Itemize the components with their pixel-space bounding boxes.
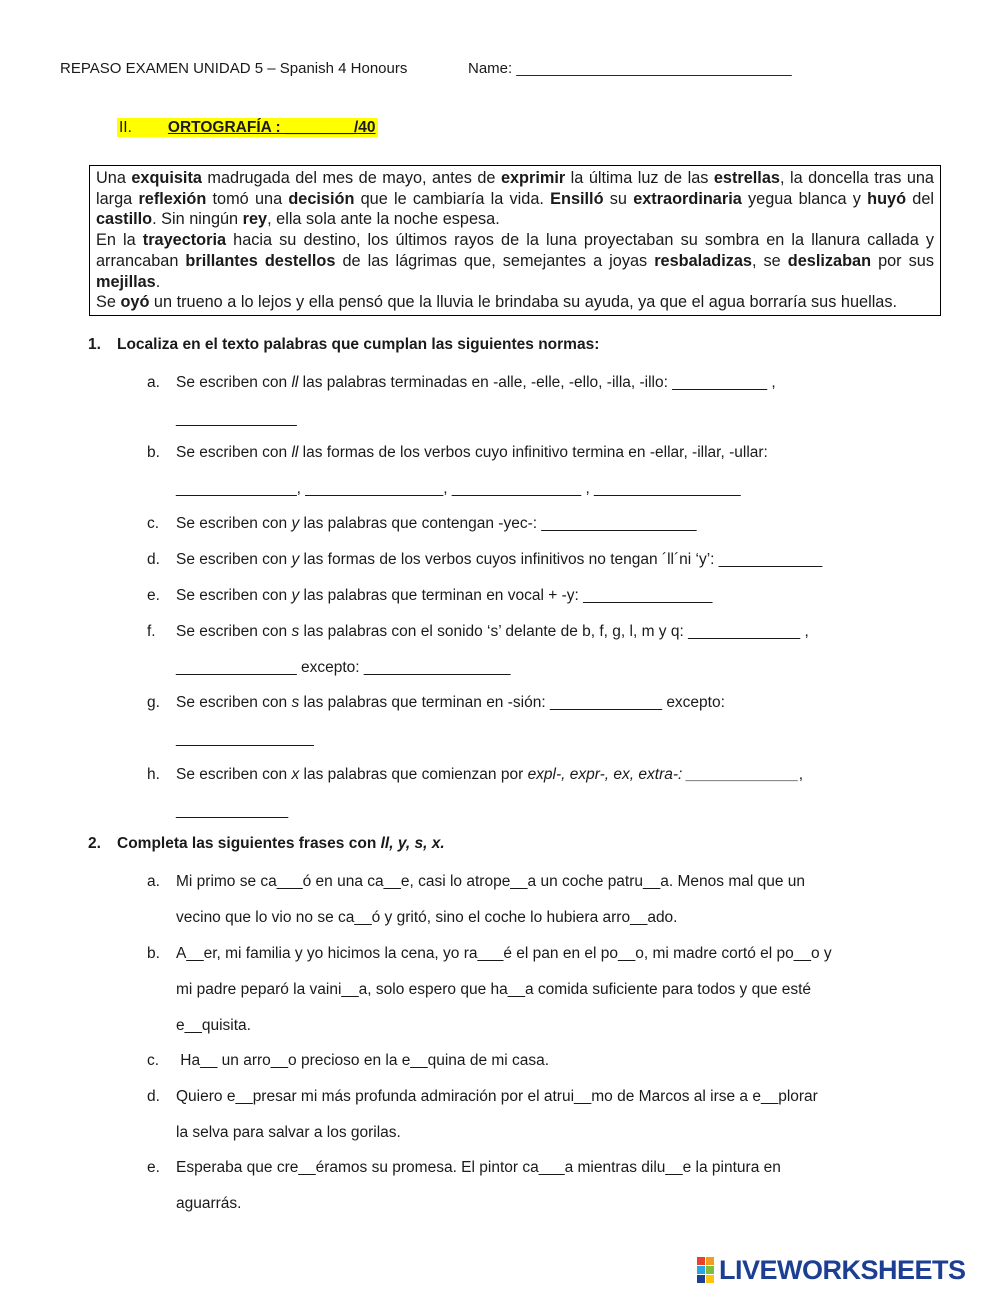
item-rule-line	[176, 578, 937, 614]
item-rule-line	[176, 506, 937, 542]
question-1-item	[147, 685, 937, 757]
item-text: ,	[798, 766, 804, 783]
worksheet-header	[60, 60, 792, 77]
question-1-item	[147, 542, 937, 578]
highlighted-word: huyó	[867, 189, 907, 208]
question-1-item	[147, 614, 937, 686]
question-2-text: Completa las siguientes frases con	[117, 835, 381, 852]
question-1-title	[88, 336, 599, 354]
item-text: s	[291, 694, 300, 711]
item-letter: d.	[147, 551, 160, 568]
question-1-item	[147, 365, 937, 437]
question-1-item	[147, 578, 937, 614]
highlighted-word: decisión	[288, 189, 355, 208]
highlighted-word: deslizaban	[787, 251, 872, 270]
reading-passage-box	[89, 165, 941, 316]
item-text: las formas de los verbos cuyo infinitivo termina en -ellar, -illar, -ullar:	[298, 444, 768, 461]
item-text: Se escriben con	[176, 694, 292, 711]
passage-text: Se	[96, 293, 121, 312]
item-text: Se escriben con	[176, 623, 292, 640]
item-rule-line	[176, 614, 937, 650]
item-content	[176, 365, 937, 437]
question-2-item	[147, 864, 937, 936]
item-text: las palabras que terminan en -sión: _____________ excepto:	[299, 694, 725, 711]
item-rule-line	[176, 685, 937, 721]
answer-blanks[interactable]: ________________	[176, 730, 314, 747]
highlighted-word: Ensilló	[550, 189, 604, 208]
item-rule-line	[176, 542, 937, 578]
item-text: Se escriben con	[176, 766, 292, 783]
section-number: II.	[119, 119, 132, 136]
highlighted-word: brillantes destellos	[185, 251, 336, 270]
question-2-number: 2.	[88, 835, 101, 852]
passage-text: Una	[96, 169, 132, 187]
logo-blocks-icon	[697, 1257, 714, 1283]
passage-text: . Sin ningún	[152, 210, 243, 229]
passage-paragraph	[96, 168, 934, 230]
highlighted-word: extraordinaria	[633, 189, 742, 208]
item-rule-line	[176, 435, 937, 471]
fill-in-sentence[interactable]: mi padre peparó la vaini__a, solo espero que ha__a comida suficiente para todos y que esté	[176, 981, 812, 998]
passage-text: por sus	[871, 251, 934, 270]
logo-block	[706, 1275, 714, 1283]
logo-block	[697, 1275, 705, 1283]
liveworksheets-logo	[697, 1256, 966, 1284]
passage-text: un trueno a lo lejos y ella pensó que la lluvia le brindaba su ayuda, ya que el agua borraría sus huellas.	[149, 293, 898, 312]
item-text: Se escriben con	[176, 587, 292, 604]
fill-in-sentence[interactable]: Mi primo se ca___ó en una ca__e, casi lo atrope__a un coche patru__a. Menos mal que un	[176, 873, 806, 890]
passage-text: la última luz de las	[565, 169, 714, 187]
section-title: ORTOGRAFÍA : ________/40	[167, 119, 376, 136]
logo-block	[697, 1257, 705, 1265]
item-text: Se escriben con	[176, 515, 292, 532]
passage-paragraph	[96, 292, 934, 313]
highlighted-word: castillo	[96, 210, 153, 229]
item-letter: d.	[147, 1088, 160, 1105]
question-2-letters: ll, y, s, x.	[380, 835, 445, 852]
item-content	[176, 757, 937, 829]
question-2-item	[147, 1079, 937, 1151]
fill-in-sentence[interactable]: la selva para salvar a los gorilas.	[176, 1124, 401, 1141]
fill-in-sentence[interactable]: aguarrás.	[176, 1195, 242, 1212]
item-letter: c.	[147, 515, 160, 532]
highlighted-word: resbaladizas	[654, 251, 752, 270]
item-text: x	[291, 766, 300, 783]
section-heading	[117, 119, 378, 137]
item-letter: b.	[147, 444, 160, 461]
passage-text: yegua blanca y	[741, 189, 868, 208]
item-letter: b.	[147, 945, 160, 962]
item-text: y	[291, 515, 300, 532]
name-field-label: Name: _________________________________	[468, 60, 792, 77]
question-1-text: Localiza en el texto palabras que cumplan las siguientes normas:	[117, 336, 600, 353]
passage-text: que le cambiaría la vida.	[354, 189, 551, 208]
highlighted-word: estrellas	[713, 169, 780, 187]
item-letter: c.	[147, 1052, 160, 1069]
item-content	[176, 506, 937, 542]
item-letter: e.	[147, 1159, 160, 1176]
logo-block	[706, 1257, 714, 1265]
item-letter: f.	[147, 623, 156, 640]
item-content	[176, 1079, 937, 1151]
fill-in-sentence[interactable]: Esperaba que cre__éramos su promesa. El pintor ca___a mientras dilu__e la pintura en	[176, 1159, 781, 1176]
passage-text: del	[906, 189, 934, 208]
logo-wordmark: LIVEWORKSHEETS	[719, 1254, 966, 1285]
item-text: las palabras con el sonido ‘s’ delante de b, f, g, l, m y q: _____________ ,	[299, 623, 809, 640]
item-letter: e.	[147, 587, 160, 604]
item-text: y	[291, 551, 300, 568]
item-content	[176, 435, 937, 507]
item-letter: h.	[147, 766, 160, 783]
item-content	[176, 614, 937, 686]
item-text: las palabras que terminan en vocal + -y: _______________	[299, 587, 713, 604]
passage-text: su	[603, 189, 634, 208]
item-text: s	[291, 623, 300, 640]
question-1-item	[147, 757, 937, 829]
answer-blanks[interactable]: _____________	[176, 802, 289, 819]
item-text: ll	[291, 374, 299, 391]
logo-block	[697, 1266, 705, 1274]
item-text: expl-, expr-, ex, extra-: _____________	[527, 766, 799, 783]
item-text: las palabras que comienzan por	[299, 766, 528, 783]
highlighted-word: mejillas	[96, 272, 156, 291]
highlighted-word: exprimir	[500, 169, 566, 187]
fill-in-sentence[interactable]: A__er, mi familia y yo hicimos la cena, yo ra___é el pan en el po__o, mi madre cortó el po__o y	[176, 945, 832, 962]
highlighted-word: oyó	[120, 293, 150, 312]
item-content	[176, 1150, 937, 1222]
question-1-number: 1.	[88, 336, 101, 353]
item-text: las formas de los verbos cuyos infinitivos no tengan ´ll´ni ‘y’: ____________	[299, 551, 823, 568]
fill-in-sentence[interactable]: e__quisita.	[176, 1017, 251, 1034]
passage-text: En la	[96, 231, 143, 250]
passage-text: tomó una	[206, 189, 289, 208]
item-text: Se escriben con	[176, 444, 292, 461]
answer-blanks[interactable]: ______________	[176, 410, 297, 427]
fill-in-sentence[interactable]: Quiero e__presar mi más profunda admiración por el atrui__mo de Marcos al irse a e__plorar	[176, 1088, 818, 1105]
item-content	[176, 685, 937, 757]
passage-text: , la doncella tras una larga	[96, 169, 934, 208]
item-text: y	[291, 587, 300, 604]
item-text: Se escriben con	[176, 374, 292, 391]
item-content	[176, 864, 937, 936]
item-text: ll	[291, 444, 299, 461]
item-content	[176, 1043, 937, 1079]
passage-text: , se	[751, 251, 788, 270]
worksheet-title: REPASO EXAMEN UNIDAD 5 – Spanish 4 Honours	[60, 60, 408, 77]
passage-text: , ella sola ante la noche espesa.	[267, 210, 500, 229]
fill-in-sentence[interactable]: Ha__ un arro__o precioso en la e__quina de mi casa.	[176, 1052, 550, 1069]
fill-in-sentence[interactable]: vecino que lo vio no se ca__ó y gritó, sino el coche lo hubiera arro__ado.	[176, 909, 678, 926]
item-letter: a.	[147, 873, 160, 890]
passage-text: hacia su destino, los últimos rayos de la luna proyectaban su sombra en la llanura callada y arrancaban	[96, 231, 934, 270]
answer-blanks[interactable]: ______________, ________________, _______________ , _________________	[176, 480, 741, 497]
section-highlight	[117, 118, 378, 137]
item-text: las palabras que contengan -yec-: __________________	[299, 515, 697, 532]
answer-blanks[interactable]: ______________ excepto: _________________	[176, 659, 511, 676]
question-2-item	[147, 936, 937, 1044]
item-content	[176, 542, 937, 578]
item-rule-line	[176, 757, 937, 793]
highlighted-word: trayectoria	[142, 231, 227, 250]
passage-text: .	[155, 272, 161, 291]
question-1-item	[147, 435, 937, 507]
passage-paragraph	[96, 230, 934, 292]
highlighted-word: reflexión	[138, 189, 207, 208]
question-1-item	[147, 506, 937, 542]
item-text: Se escriben con	[176, 551, 292, 568]
question-2-item	[147, 1150, 937, 1222]
logo-block	[706, 1266, 714, 1274]
passage-text: de las lágrimas que, semejantes a joyas	[335, 251, 655, 270]
highlighted-word: rey	[242, 210, 268, 229]
item-letter: a.	[147, 374, 160, 391]
item-letter: g.	[147, 694, 160, 711]
item-content	[176, 578, 937, 614]
passage-text: madrugada del mes de mayo, antes de	[201, 169, 501, 187]
item-rule-line	[176, 365, 937, 401]
question-2-title	[88, 835, 445, 853]
highlighted-word: exquisita	[131, 169, 202, 187]
question-2-item	[147, 1043, 937, 1079]
item-content	[176, 936, 937, 1044]
item-text: las palabras terminadas en -alle, -elle, -ello, -illa, -illo: ___________ ,	[298, 374, 776, 391]
